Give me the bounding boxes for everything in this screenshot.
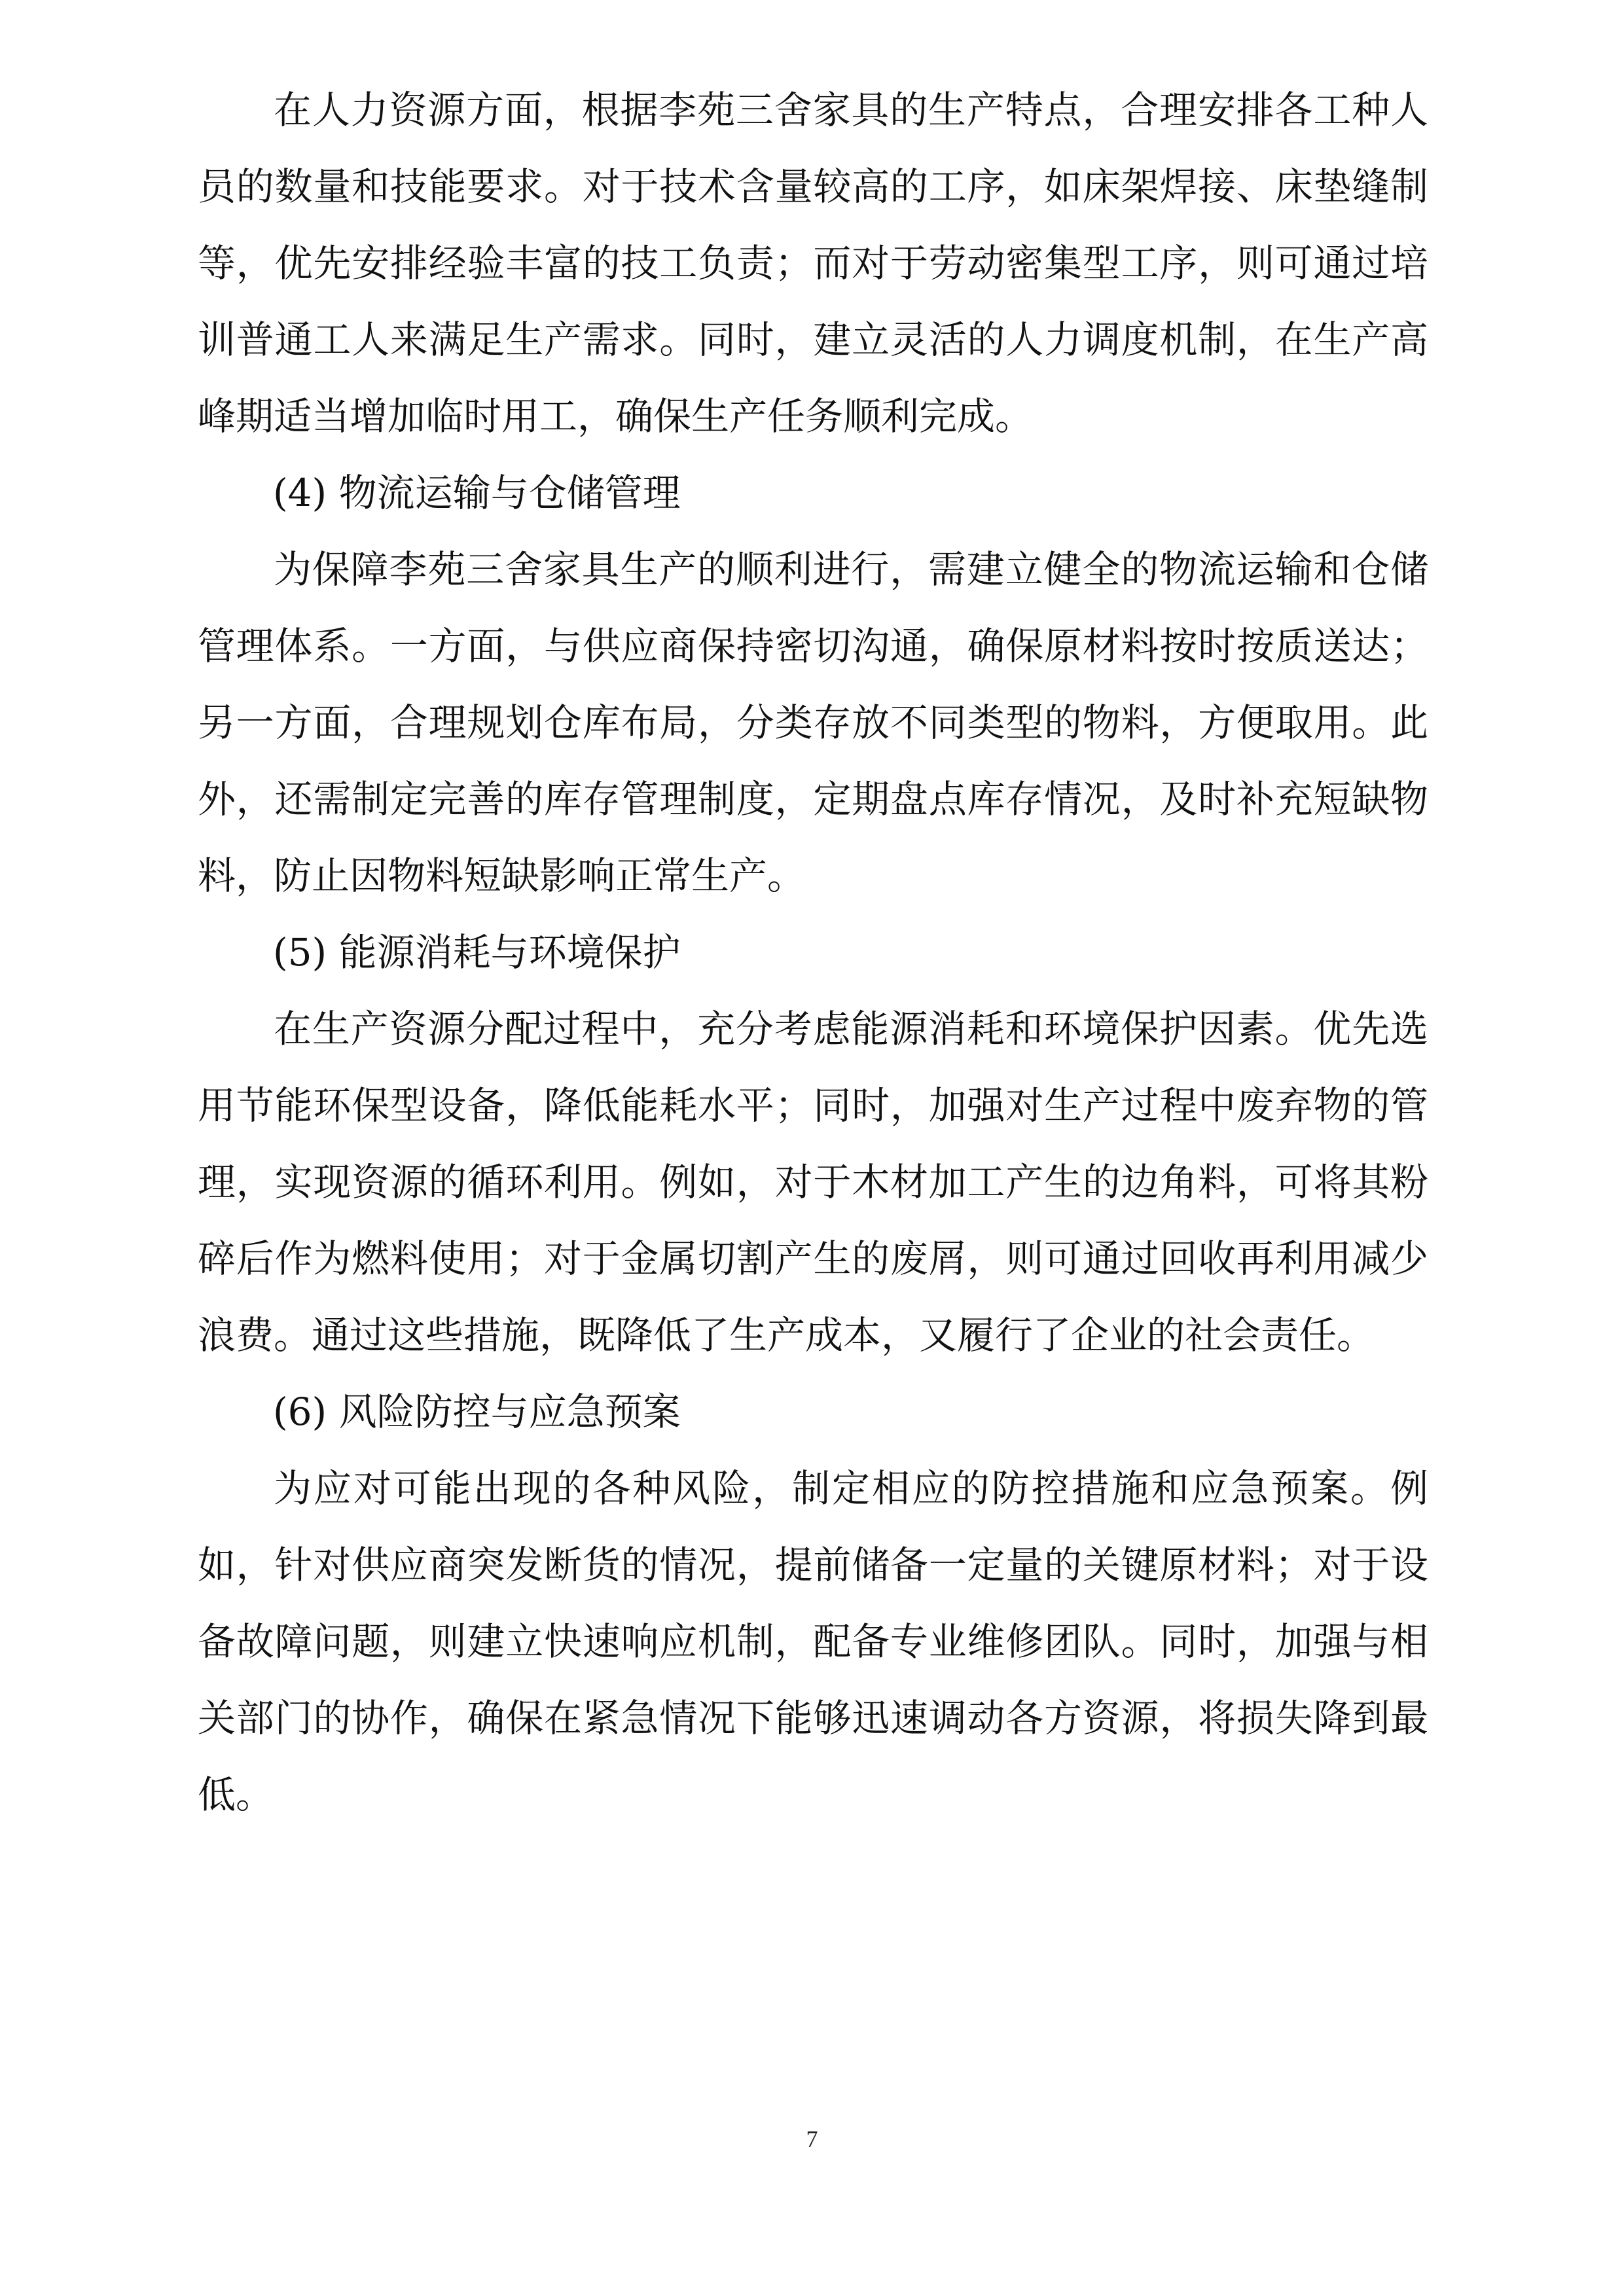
paragraph-logistics-warehousing: 为保障李苑三舍家具生产的顺利进行，需建立健全的物流运输和仓储管理体系。一方面，与供应商保持密切沟通，确保原材料按时按质送达；另一方面，合理规划仓库布局，分类存放不同类型的物料，方便取用。此外，还需制定完善的库存管理制度，定期盘点库存情况，及时补充短缺物料，防止因物料短缺影响正常生产。 <box>198 547 1428 898</box>
paragraph-energy-environment: 在生产资源分配过程中，充分考虑能源消耗和环境保护因素。优先选用节能环保型设备，降低能耗水平；同时，加强对生产过程中废弃物的管理，实现资源的循环利用。例如，对于木材加工产生的边角料，可将其粉碎后作为燃料使用；对于金属切割产生的废屑，则可通过回收再利用减少浪费。通过这些措施，既降低了生产成本，又履行了企业的社会责任。 <box>198 1007 1428 1357</box>
heading-risk-emergency: (6) 风险防控与应急预案 <box>273 1390 681 1434</box>
page-number: 7 <box>806 2126 818 2152</box>
paragraph-human-resources: 在人力资源方面，根据李苑三舍家具的生产特点，合理安排各工种人员的数量和技能要求。对于技术含量较高的工序，如床架焊接、床垫缝制等，优先安排经验丰富的技工负责；而对于劳动密集型工序，则可通过培训普通工人来满足生产需求。同时，建立灵活的人力调度机制，在生产高峰期适当增加临时用工，确保生产任务顺利完成。 <box>198 88 1428 439</box>
document-body <box>198 72 1428 1833</box>
heading-energy-environment: (5) 能源消耗与环境保护 <box>273 930 681 975</box>
paragraph-risk-emergency: 为应对可能出现的各种风险，制定相应的防控措施和应急预案。例如，针对供应商突发断货的情况，提前储备一定量的关键原材料；对于设备故障问题，则建立快速响应机制，配备专业维修团队。同时，加强与相关部门的协作，确保在紧急情况下能够迅速调动各方资源，将损失降到最低。 <box>198 1466 1428 1817</box>
heading-logistics-warehousing: (4) 物流运输与仓储管理 <box>273 471 681 515</box>
